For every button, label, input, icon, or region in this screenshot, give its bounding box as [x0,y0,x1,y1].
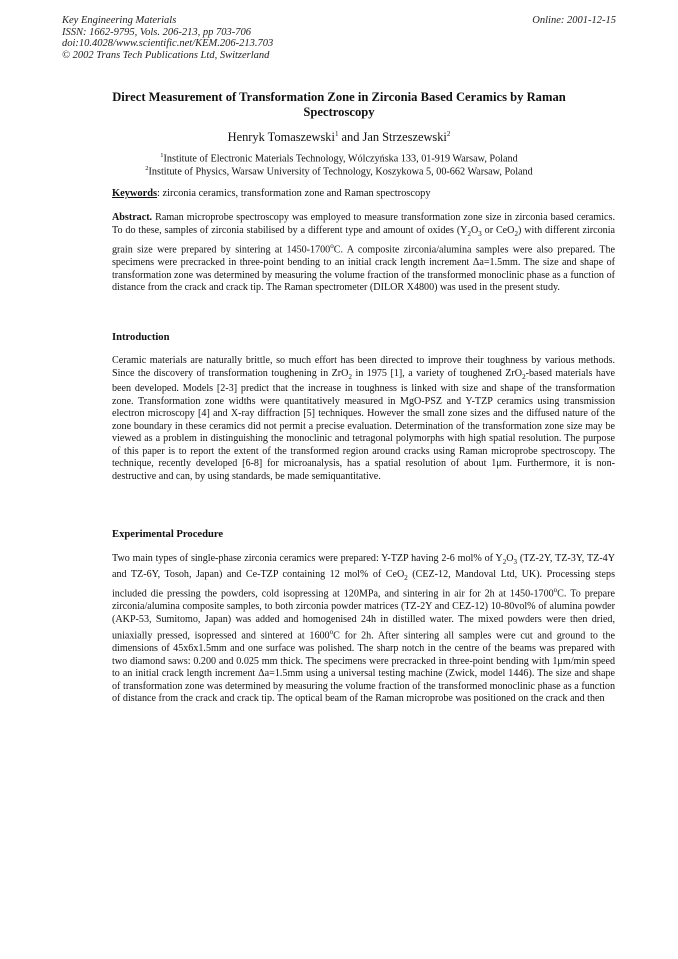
author-2: Jan Strzeszewski [362,130,447,145]
experimental-body [112,553,615,706]
introduction-body [112,355,615,483]
exp-text-3: (TZ-2Y, TZ-3Y, TZ-4Y and TZ-6Y, Tosoh, Japan) and Ce-TZP containing 12 mol% of CeO [112,553,615,580]
abstract-text-5: C. A composite zirconia/alumina samples were also prepared. The specimens were precracked in three-point bending to an initial crack length increment Δa=1.5mm. The size and shape of transformation zone was determined by measuring the volume fraction of the transformed monoclinic phase as a function of distance from the crack and crack tip. The Raman spectrometer (DILOR X4800) was used in the present study. [112,244,615,294]
abstract-text-3: or CeO [481,224,515,236]
introduction-heading: Introduction [112,332,170,343]
abstract-sub-3: 3 [478,229,482,238]
exp-text-1: Two main types of single-phase zirconia ceramics were prepared: Y-TZP having 2-6 mol% of Y [112,553,503,564]
keywords-text: : zirconia ceramics, transformation zone and Raman spectroscopy [157,188,431,199]
experimental-heading: Experimental Procedure [112,529,224,540]
abstract-sub-2: 2 [467,229,471,238]
abstract-sub-2b: 2 [514,229,518,238]
copyright-line: © 2002 Trans Tech Publications Ltd, Switzerland [62,49,270,61]
issn-line: ISSN: 1662-9795, Vols. 206-213, pp 703-706 [62,26,251,38]
intro-sub-2: 2 [348,372,352,381]
exp-degree-1: o [553,586,558,595]
intro-sub-2b: 2 [522,372,526,381]
paper-title: Direct Measurement of Transformation Zone in Zirconia Based Ceramics by Raman Spectroscopy [112,90,566,119]
abstract [112,212,615,295]
intro-text-2: in 1975 [1], a variety of toughened ZrO [351,367,523,379]
exp-text-6: C for 2h. After sintering all samples were cut and ground to the dimensions of 45x6x1.5mm and one surface was polished. The sharp notch in the centre of the beams was prepared with two diamond saws: 0.200 and 0.025 mm thick. The specimens were precracked in three-point bending with 1μm/min speed to an initial crack length increment Δa=1.5mm using a universal testing machine (Zwick, model 1446). The size and shape of transformation zone was determined by measuring the volume fraction of the transformed monoclinic phase as a function of distance from the crack and crack tip. The optical beam of the Raman microprobe was positioned on the crack and then [112,630,615,705]
exp-sub-2: 2 [502,558,507,567]
exp-text-2: O [506,553,514,564]
affiliation-1-superscript: 1 [160,152,164,159]
exp-degree-2: o [329,628,334,637]
abstract-text-4: ) with different zirconia grain size were prepared by sintering at 1450-1700 [112,224,615,256]
author-connector: and [338,130,363,145]
affiliation-2 [62,162,616,178]
keywords-label: Keywords [112,188,158,199]
exp-text-5: C. To prepare zirconia/alumina composite samples, to both zirconia powder matrices (TZ-2Y and CEZ-12) 10-80vol% of alumina powder (AKP-53, Sumitomo, Japan) was added and homogenised 24h in distilled water. The mixed powders were then dried, uniaxially pressed, isopressed and sintered at 1600 [112,588,615,642]
abstract-label: Abstract. [112,212,153,223]
abstract-text-2: O [470,224,479,236]
affiliation-1-text: Institute of Electronic Materials Technology, Wólczyńska 133, 01-919 Warsaw, Poland [163,153,518,165]
keywords [112,188,615,201]
abstract-degree: o [330,242,334,251]
online-date: Online: 2001-12-15 [532,15,616,26]
exp-text-4: (CEZ-12, Mandoval Ltd, UK). Processing steps included die pressing the powders, cold isopressing at 120MPa, and sintering in air for 2h at 1450-1700 [112,568,616,600]
exp-sub-3: 3 [513,558,518,567]
affiliation-2-superscript: 2 [145,165,149,172]
author-2-superscript: 2 [446,130,451,138]
affiliation-2-text: Institute of Physics, Warsaw University of Technology, Koszykowa 5, 00-662 Warsaw, Poland [148,166,533,178]
intro-text-3: -based materials have been developed. Models [2-3] predict that the increase in toughness is linked with size and shape of the transformation zone. Transformation zone widths were quantitatively measured in MgO-PSZ and Y-TZP ceramics using transmission electron microscopy [4] and X-ray diffraction [5] techniques. However the small zone sizes and the diffused nature of the zone boundary in these ceramics did not permit a precise evaluation. Determination of the transformation zone size may be viewed as a problem in distinguishing the monoclinic and tetragonal polymorphs with high spatial resolution. The purpose of this paper is to report the extent of the transformed region around cracks using Raman microprobe spectroscopy. The technique, recently developed [6-8] for microanalysis, has a spatial resolution of about 1μm. Furthermore, it is non-destructive and can, by using standards, be made semiquantitative. [112,367,615,482]
author-line [62,130,616,145]
journal-header [62,15,273,61]
doi-line[interactable]: doi:10.4028/www.scientific.net/KEM.206-213.703 [62,38,274,50]
author-1: Henryk Tomaszewski [227,130,335,145]
intro-text-1: Ceramic materials are naturally brittle, so much effort has been directed to improve their toughness by various methods. Since the discovery of transformation toughening in ZrO [112,355,615,379]
author-1-superscript: 1 [334,130,339,138]
abstract-text-1: Raman microprobe spectroscopy was employed to measure transformation zone size in zirconia based ceramics. To do these, samples of zirconia stabilised by a different type and amount of oxides (Y [112,212,615,236]
exp-sub-2b: 2 [404,573,408,582]
journal-name: Key Engineering Materials [62,15,177,26]
